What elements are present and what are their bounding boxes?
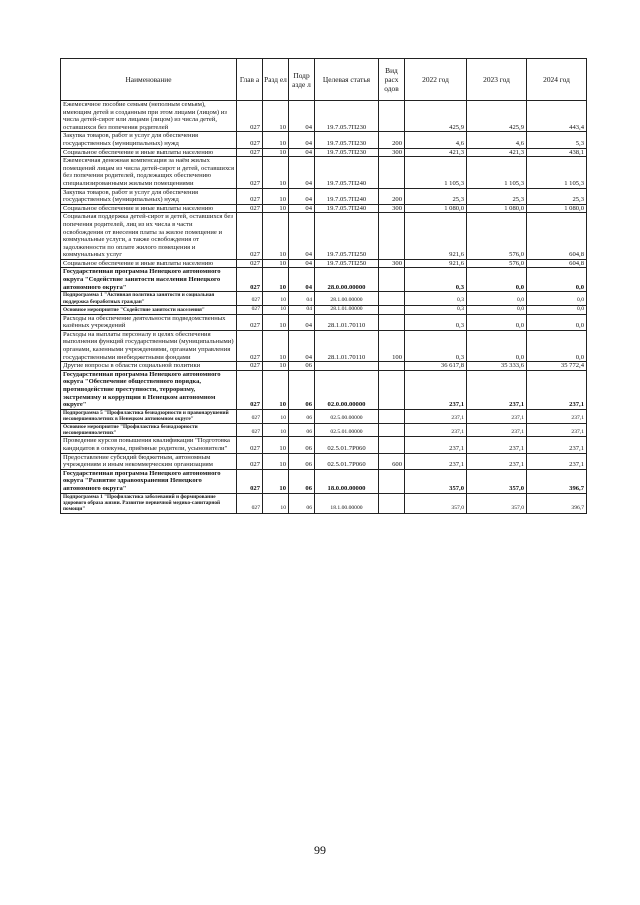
razdel-cell: 10 bbox=[263, 370, 289, 409]
amount-2022-cell: 237,1 bbox=[405, 409, 467, 423]
expense-type-cell bbox=[379, 268, 405, 292]
amount-2022-cell: 0,3 bbox=[405, 306, 467, 315]
table-row bbox=[61, 204, 587, 213]
target-article-cell: 19.7.05.7П230 bbox=[315, 148, 379, 157]
amount-2023-cell: 1 080,0 bbox=[467, 204, 527, 213]
amount-2022-cell: 921,6 bbox=[405, 259, 467, 268]
table-row bbox=[61, 370, 587, 409]
amount-2023-cell: 0,0 bbox=[467, 306, 527, 315]
glava-cell: 027 bbox=[237, 469, 263, 493]
header-razdel: Разд ел bbox=[263, 59, 289, 101]
header-name: Наименование bbox=[61, 59, 237, 101]
expense-type-cell bbox=[379, 213, 405, 260]
glava-cell: 027 bbox=[237, 314, 263, 330]
podrazdel-cell: 04 bbox=[289, 132, 315, 148]
glava-cell: 027 bbox=[237, 362, 263, 371]
razdel-cell: 10 bbox=[263, 148, 289, 157]
expense-type-cell: 300 bbox=[379, 148, 405, 157]
glava-cell: 027 bbox=[237, 493, 263, 513]
amount-2022-cell: 0,3 bbox=[405, 292, 467, 306]
razdel-cell: 10 bbox=[263, 101, 289, 132]
target-article-cell: 19.7.05.7П240 bbox=[315, 204, 379, 213]
podrazdel-cell: 04 bbox=[289, 148, 315, 157]
target-article-cell: 19.7.05.7П230 bbox=[315, 101, 379, 132]
podrazdel-cell: 04 bbox=[289, 157, 315, 188]
amount-2023-cell: 237,1 bbox=[467, 453, 527, 469]
amount-2022-cell: 36 617,8 bbox=[405, 362, 467, 371]
expense-type-cell bbox=[379, 101, 405, 132]
target-article-cell: 18.0.00.00000 bbox=[315, 469, 379, 493]
podrazdel-cell: 04 bbox=[289, 314, 315, 330]
amount-2023-cell: 576,0 bbox=[467, 259, 527, 268]
podrazdel-cell: 04 bbox=[289, 101, 315, 132]
target-article-cell: 19.7.05.7П250 bbox=[315, 213, 379, 260]
amount-2024-cell: 25,3 bbox=[527, 188, 587, 204]
razdel-cell: 10 bbox=[263, 157, 289, 188]
amount-2023-cell: 237,1 bbox=[467, 409, 527, 423]
page-number: 99 bbox=[314, 843, 326, 857]
amount-2022-cell: 425,9 bbox=[405, 101, 467, 132]
glava-cell: 027 bbox=[237, 101, 263, 132]
razdel-cell: 10 bbox=[263, 306, 289, 315]
glava-cell: 027 bbox=[237, 213, 263, 260]
amount-2023-cell: 4,6 bbox=[467, 132, 527, 148]
glava-cell: 027 bbox=[237, 259, 263, 268]
amount-2023-cell: 237,1 bbox=[467, 423, 527, 437]
table-row bbox=[61, 188, 587, 204]
razdel-cell: 10 bbox=[263, 259, 289, 268]
razdel-cell: 10 bbox=[263, 268, 289, 292]
target-article-cell: 28.1.01.70110 bbox=[315, 330, 379, 361]
expense-type-cell bbox=[379, 157, 405, 188]
glava-cell: 027 bbox=[237, 188, 263, 204]
budget-table bbox=[60, 58, 587, 514]
target-article-cell: 28.1.01.70110 bbox=[315, 314, 379, 330]
amount-2023-cell: 237,1 bbox=[467, 370, 527, 409]
table-row bbox=[61, 423, 587, 437]
amount-2023-cell: 421,3 bbox=[467, 148, 527, 157]
razdel-cell: 10 bbox=[263, 423, 289, 437]
expense-type-cell bbox=[379, 370, 405, 409]
expense-type-cell bbox=[379, 362, 405, 371]
table-row bbox=[61, 306, 587, 315]
target-article-cell bbox=[315, 362, 379, 371]
razdel-cell: 10 bbox=[263, 330, 289, 361]
razdel-cell: 10 bbox=[263, 132, 289, 148]
amount-2022-cell: 0,3 bbox=[405, 268, 467, 292]
razdel-cell: 10 bbox=[263, 213, 289, 260]
amount-2024-cell: 0,0 bbox=[527, 314, 587, 330]
row-name-cell: Закупка товаров, работ и услуг для обеспечения государственных (муниципальных) нужд bbox=[61, 132, 237, 148]
table-row bbox=[61, 268, 587, 292]
amount-2022-cell: 357,0 bbox=[405, 469, 467, 493]
glava-cell: 027 bbox=[237, 204, 263, 213]
glava-cell: 027 bbox=[237, 132, 263, 148]
table-row bbox=[61, 292, 587, 306]
amount-2022-cell: 25,3 bbox=[405, 188, 467, 204]
razdel-cell: 10 bbox=[263, 493, 289, 513]
glava-cell: 027 bbox=[237, 423, 263, 437]
header-article: Целевая статья bbox=[315, 59, 379, 101]
amount-2022-cell: 421,3 bbox=[405, 148, 467, 157]
razdel-cell: 10 bbox=[263, 469, 289, 493]
expense-type-cell: 600 bbox=[379, 453, 405, 469]
row-name-cell: Подпрограмма 5 "Профилактика безнадзорности и правонарушений несовершеннолетних в Ненецком автономном округе" bbox=[61, 409, 237, 423]
podrazdel-cell: 04 bbox=[289, 330, 315, 361]
amount-2023-cell: 576,0 bbox=[467, 213, 527, 260]
amount-2023-cell: 25,3 bbox=[467, 188, 527, 204]
row-name-cell: Основное мероприятие "Содействие занятости населения" bbox=[61, 306, 237, 315]
razdel-cell: 10 bbox=[263, 188, 289, 204]
amount-2022-cell: 237,1 bbox=[405, 423, 467, 437]
table-row bbox=[61, 469, 587, 493]
amount-2024-cell: 604,8 bbox=[527, 259, 587, 268]
expense-type-cell: 200 bbox=[379, 188, 405, 204]
amount-2022-cell: 921,6 bbox=[405, 213, 467, 260]
podrazdel-cell: 04 bbox=[289, 268, 315, 292]
glava-cell: 027 bbox=[237, 306, 263, 315]
amount-2022-cell: 237,1 bbox=[405, 437, 467, 453]
amount-2024-cell: 1 080,0 bbox=[527, 204, 587, 213]
amount-2022-cell: 1 080,0 bbox=[405, 204, 467, 213]
glava-cell: 027 bbox=[237, 268, 263, 292]
row-name-cell: Предоставление субсидий бюджетным, автономным учреждениям и иным некоммерческим организациям bbox=[61, 453, 237, 469]
table-row bbox=[61, 101, 587, 132]
glava-cell: 027 bbox=[237, 437, 263, 453]
header-2023: 2023 год bbox=[467, 59, 527, 101]
table-header-row bbox=[61, 59, 587, 101]
table-row bbox=[61, 259, 587, 268]
podrazdel-cell: 04 bbox=[289, 306, 315, 315]
target-article-cell: 18.1.00.00000 bbox=[315, 493, 379, 513]
row-name-cell: Расходы на обеспечение деятельности подведомственных казённых учреждений bbox=[61, 314, 237, 330]
amount-2024-cell: 0,0 bbox=[527, 292, 587, 306]
amount-2023-cell: 0,0 bbox=[467, 292, 527, 306]
expense-type-cell bbox=[379, 493, 405, 513]
table-row bbox=[61, 437, 587, 453]
amount-2022-cell: 237,1 bbox=[405, 453, 467, 469]
podrazdel-cell: 04 bbox=[289, 259, 315, 268]
expense-type-cell: 300 bbox=[379, 259, 405, 268]
podrazdel-cell: 04 bbox=[289, 188, 315, 204]
table-row bbox=[61, 213, 587, 260]
row-name-cell: Государственная программа Ненецкого автономного округа "Содействие занятости населения Ненецкого автономного округа" bbox=[61, 268, 237, 292]
podrazdel-cell: 04 bbox=[289, 213, 315, 260]
row-name-cell: Подпрограмма 1 "Активная политика занятости и социальная поддержка безработных граждан" bbox=[61, 292, 237, 306]
table-row bbox=[61, 132, 587, 148]
header-2024: 2024 год bbox=[527, 59, 587, 101]
target-article-cell: 19.7.05.7П250 bbox=[315, 259, 379, 268]
target-article-cell: 28.1.01.00000 bbox=[315, 306, 379, 315]
amount-2024-cell: 1 105,3 bbox=[527, 157, 587, 188]
target-article-cell: 02.5.01.00000 bbox=[315, 423, 379, 437]
table-row bbox=[61, 157, 587, 188]
expense-type-cell: 200 bbox=[379, 132, 405, 148]
amount-2022-cell: 0,3 bbox=[405, 330, 467, 361]
row-name-cell: Основное мероприятие "Профилактика безнадзорности несовершеннолетних" bbox=[61, 423, 237, 437]
amount-2022-cell: 1 105,3 bbox=[405, 157, 467, 188]
row-name-cell: Ежемесячная денежная компенсация за наём жилых помещений лицам из числа детей-сирот и детей, оставшихся без попечения родителей, подлежащих обеспечению специализированными жилыми помещениями bbox=[61, 157, 237, 188]
amount-2024-cell: 237,1 bbox=[527, 370, 587, 409]
amount-2022-cell: 357,0 bbox=[405, 493, 467, 513]
glava-cell: 027 bbox=[237, 409, 263, 423]
podrazdel-cell: 04 bbox=[289, 204, 315, 213]
row-name-cell: Проведение курсов повышения квалификации "Подготовка кандидатов в опекуны, приёмные родители, усыновители" bbox=[61, 437, 237, 453]
amount-2023-cell: 425,9 bbox=[467, 101, 527, 132]
table-row bbox=[61, 330, 587, 361]
header-2022: 2022 год bbox=[405, 59, 467, 101]
table-row bbox=[61, 362, 587, 371]
expense-type-cell bbox=[379, 409, 405, 423]
row-name-cell: Ежемесячное пособие семьям (неполным семьям), имеющим детей и созданным при этом лицами (лицом) из числа детей-сирот или лицами (лицом) из числа детей, оставшихся без попечения родителей bbox=[61, 101, 237, 132]
amount-2024-cell: 0,0 bbox=[527, 268, 587, 292]
razdel-cell: 10 bbox=[263, 314, 289, 330]
podrazdel-cell: 06 bbox=[289, 423, 315, 437]
amount-2023-cell: 237,1 bbox=[467, 437, 527, 453]
target-article-cell: 19.7.05.7П240 bbox=[315, 157, 379, 188]
razdel-cell: 10 bbox=[263, 362, 289, 371]
expense-type-cell: 100 bbox=[379, 330, 405, 361]
amount-2024-cell: 237,1 bbox=[527, 409, 587, 423]
target-article-cell: 02.0.00.00000 bbox=[315, 370, 379, 409]
amount-2024-cell: 35 772,4 bbox=[527, 362, 587, 371]
podrazdel-cell: 04 bbox=[289, 292, 315, 306]
amount-2023-cell: 35 333,6 bbox=[467, 362, 527, 371]
amount-2024-cell: 237,1 bbox=[527, 437, 587, 453]
expense-type-cell bbox=[379, 437, 405, 453]
table-row bbox=[61, 409, 587, 423]
row-name-cell: Социальная поддержка детей-сирот и детей, оставшихся без попечения родителей, лиц из их числа в части освобождения от внесения платы за жилое помещение и коммунальные услуги, а также освобождения от задолженности по оплате жилого помещения и коммунальных услуг bbox=[61, 213, 237, 260]
amount-2024-cell: 604,8 bbox=[527, 213, 587, 260]
glava-cell: 027 bbox=[237, 292, 263, 306]
expense-type-cell: 300 bbox=[379, 204, 405, 213]
table-row bbox=[61, 453, 587, 469]
target-article-cell: 19.7.05.7П230 bbox=[315, 132, 379, 148]
podrazdel-cell: 06 bbox=[289, 437, 315, 453]
target-article-cell: 02.5.01.7Р060 bbox=[315, 437, 379, 453]
expense-type-cell bbox=[379, 469, 405, 493]
amount-2024-cell: 438,1 bbox=[527, 148, 587, 157]
amount-2023-cell: 357,0 bbox=[467, 493, 527, 513]
podrazdel-cell: 06 bbox=[289, 370, 315, 409]
amount-2022-cell: 237,1 bbox=[405, 370, 467, 409]
amount-2023-cell: 0,0 bbox=[467, 314, 527, 330]
row-name-cell: Социальное обеспечение и иные выплаты населению bbox=[61, 148, 237, 157]
amount-2023-cell: 357,0 bbox=[467, 469, 527, 493]
table-body bbox=[61, 101, 587, 514]
amount-2024-cell: 0,0 bbox=[527, 306, 587, 315]
amount-2022-cell: 0,3 bbox=[405, 314, 467, 330]
razdel-cell: 10 bbox=[263, 204, 289, 213]
row-name-cell: Подпрограмма 1 "Профилактика заболеваний и формирование здорового образа жизни. Развитие первичной медико-санитарной помощи" bbox=[61, 493, 237, 513]
amount-2024-cell: 237,1 bbox=[527, 423, 587, 437]
target-article-cell: 02.5.00.00000 bbox=[315, 409, 379, 423]
amount-2023-cell: 1 105,3 bbox=[467, 157, 527, 188]
table-row bbox=[61, 493, 587, 513]
row-name-cell: Закупка товаров, работ и услуг для обеспечения государственных (муниципальных) нужд bbox=[61, 188, 237, 204]
amount-2024-cell: 5,3 bbox=[527, 132, 587, 148]
row-name-cell: Социальное обеспечение и иные выплаты населению bbox=[61, 259, 237, 268]
amount-2024-cell: 396,7 bbox=[527, 469, 587, 493]
header-podrazdel: Подр азде л bbox=[289, 59, 315, 101]
target-article-cell: 28.1.00.00000 bbox=[315, 292, 379, 306]
row-name-cell: Государственная программа Ненецкого автономного округа "Развитие здравоохранения Ненецкого автономного округа" bbox=[61, 469, 237, 493]
expense-type-cell bbox=[379, 292, 405, 306]
header-glava: Глав а bbox=[237, 59, 263, 101]
table-row bbox=[61, 148, 587, 157]
podrazdel-cell: 06 bbox=[289, 453, 315, 469]
glava-cell: 027 bbox=[237, 330, 263, 361]
amount-2024-cell: 237,1 bbox=[527, 453, 587, 469]
glava-cell: 027 bbox=[237, 157, 263, 188]
podrazdel-cell: 06 bbox=[289, 493, 315, 513]
row-name-cell: Государственная программа Ненецкого автономного округа "Обеспечение общественного порядка, противодействие преступности, терроризму, экстремизму и коррупции в Ненецком автономном округе" bbox=[61, 370, 237, 409]
razdel-cell: 10 bbox=[263, 453, 289, 469]
podrazdel-cell: 06 bbox=[289, 362, 315, 371]
amount-2022-cell: 4,6 bbox=[405, 132, 467, 148]
row-name-cell: Другие вопросы в области социальной политики bbox=[61, 362, 237, 371]
glava-cell: 027 bbox=[237, 148, 263, 157]
amount-2024-cell: 396,7 bbox=[527, 493, 587, 513]
amount-2024-cell: 0,0 bbox=[527, 330, 587, 361]
expense-type-cell bbox=[379, 306, 405, 315]
razdel-cell: 10 bbox=[263, 409, 289, 423]
amount-2023-cell: 0,0 bbox=[467, 268, 527, 292]
expense-type-cell bbox=[379, 423, 405, 437]
target-article-cell: 28.0.00.00000 bbox=[315, 268, 379, 292]
podrazdel-cell: 06 bbox=[289, 469, 315, 493]
table-row bbox=[61, 314, 587, 330]
header-vid: Вид расх одов bbox=[379, 59, 405, 101]
podrazdel-cell: 06 bbox=[289, 409, 315, 423]
razdel-cell: 10 bbox=[263, 292, 289, 306]
row-name-cell: Расходы на выплаты персоналу в целях обеспечения выполнения функций государственными (муниципальными) органами, казенными учреждениями, органами управления государственными внебюджетными фондами bbox=[61, 330, 237, 361]
target-article-cell: 19.7.05.7П240 bbox=[315, 188, 379, 204]
amount-2023-cell: 0,0 bbox=[467, 330, 527, 361]
glava-cell: 027 bbox=[237, 453, 263, 469]
expense-type-cell bbox=[379, 314, 405, 330]
row-name-cell: Социальное обеспечение и иные выплаты населению bbox=[61, 204, 237, 213]
razdel-cell: 10 bbox=[263, 437, 289, 453]
glava-cell: 027 bbox=[237, 370, 263, 409]
amount-2024-cell: 443,4 bbox=[527, 101, 587, 132]
target-article-cell: 02.5.01.7Р060 bbox=[315, 453, 379, 469]
